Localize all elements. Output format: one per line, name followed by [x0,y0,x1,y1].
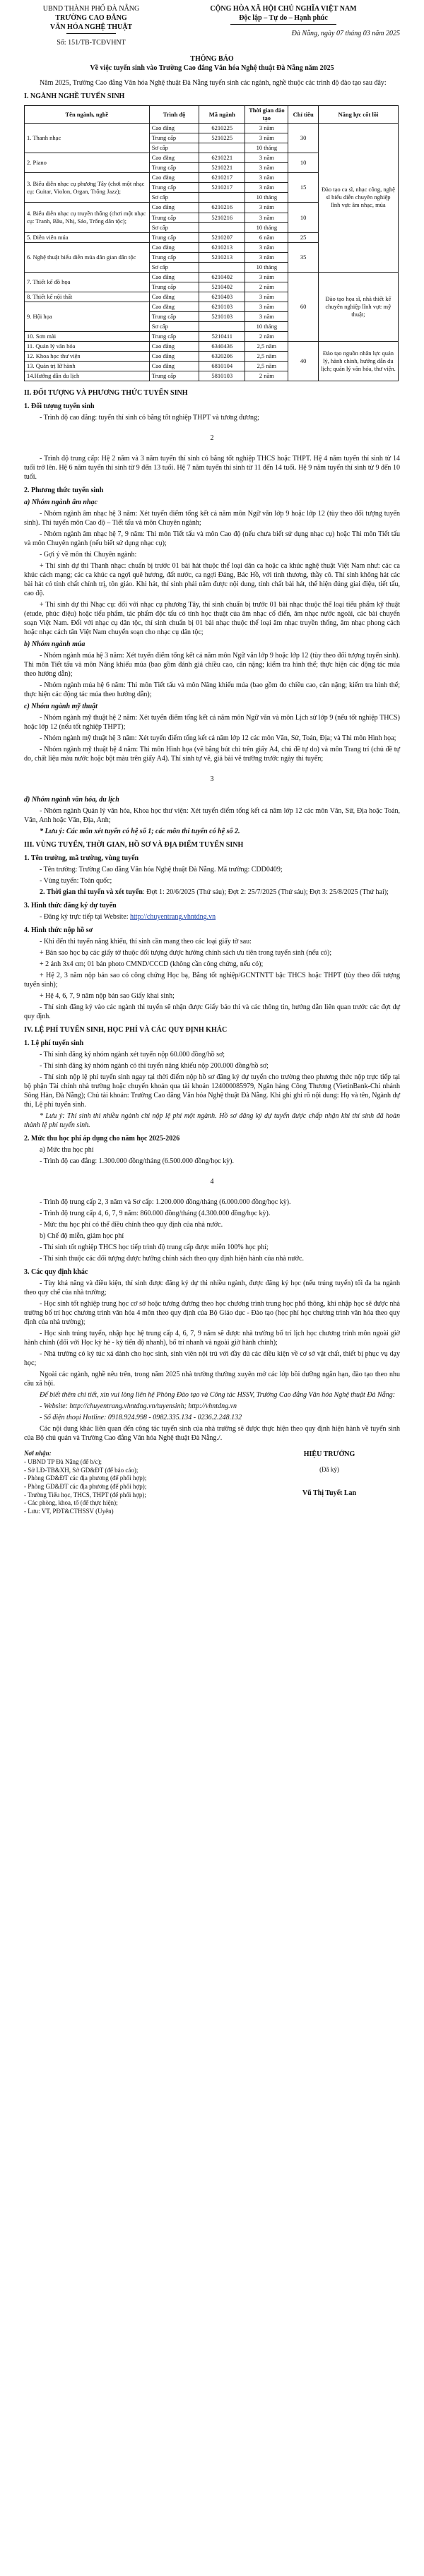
quota-cell: 10 [288,153,318,173]
level-cell: Cao đẳng [149,272,199,282]
col-header: Trình độ [149,106,199,124]
paragraph: - Thí sinh đăng ký nhóm ngành xét tuyển nộp 60.000 đồng/hồ sơ; [40,1051,225,1059]
paragraph: - Trình độ trung cấp 4, 6, 7, 9 năm: 860.000 đồng/tháng (4.300.000 đồng/học kỳ). [40,1210,271,1218]
program-name: 9. Hội họa [25,302,150,331]
level-cell: Cao đẳng [149,342,199,352]
national-block [167,4,400,47]
code-cell: 6210402 [199,272,245,282]
registration-link[interactable]: http://chuyentrang.vhntdng.vn [130,913,216,922]
code-cell: 5210103 [199,311,245,321]
paragraph: b) Chế độ miễn, giảm học phí [40,1232,124,1241]
paragraph: + 2 ảnh 3x4 cm; 01 bản photo CMND/CCCD (không cần công chứng, nếu có); [40,960,264,969]
code-cell: 5210402 [199,282,245,292]
quota-cell: 30 [288,124,318,153]
recipient-item: - Các phòng, khoa, tổ (để thực hiện); [24,1499,118,1507]
paragraph: - Vùng tuyển: Toàn quốc; [40,877,112,886]
code-cell: 6210217 [199,173,245,183]
org-name-line1: TRƯỜNG CAO ĐẲNG [55,14,127,22]
duration-cell: 3 năm [245,133,288,143]
level-cell: Trung cấp [149,371,199,381]
code-cell [199,262,245,272]
paragraph: - Nhóm ngành mỹ thuật hệ 2 năm: Xét tuyển điểm tổng kết cả năm môn Ngữ văn và môn Lịch sử lớp 9 (nếu tốt nghiệp THCS) hoặc lớp 12 (nếu tốt nghiệp THPT); [24,714,400,732]
org-name-line2: VĂN HÓA NGHỆ THUẬT [49,23,133,31]
paragraph: + Thí sinh dự thi Nhạc cụ: đối với nhạc cụ phương Tây, thí sinh chuẩn bị trước 01 bài nhạc thuộc thể loại tiểu phẩm kỹ thuật (etude, phúc điệu) hoặc tiểu phẩm, tác phẩm độc tấu có tính học thuật của âm nhạc cổ điển, âm nhạc nước ngoài, các bài chuyển soạn Việt Nam. Đối với nhạc cụ dân tộc, thí sinh chuẩn bị 01 bài nhạc thuộc thể loại âm nhạc truyền thống, âm nhạc phong cách hoặc nhạc cách tân Việt Nam chuyển soạn cho nhạc cụ dân tộc; [24,601,400,637]
registration-text: - Đăng ký trực tiếp tại Website: [40,913,131,922]
title-subject: Về việc tuyển sinh vào Trường Cao đẳng Văn hóa Nghệ thuật Đà Nẵng năm 2025 [90,64,334,72]
paragraph: - Nhóm ngành mỹ thuật hệ 4 năm: Thi môn Hình họa (vẽ bằng bút chì trên giấy A4, chủ đề tự do) và môn Trang trí (chủ đề tự do, chất liệu màu nước hoặc bột màu trên giấy A4). Thí sinh tự vẽ, giá bài vẽ trường trước ngày thi tuyển; [24,746,400,763]
paragraph: - Nhóm ngành múa hệ 6 năm: Thi môn Tiết tấu và môn Năng khiếu múa (bao gồm đo chiều cao, cân nặng; kiểm tra hình thể; thực hiện các động tác múa theo hướng dẫn); [24,681,400,699]
col-header: Năng lực cốt lõi [318,106,398,124]
level-cell: Cao đẳng [149,173,199,183]
program-name: 3. Biểu diễn nhạc cụ phương Tây (chơi một nhạc cụ: Guitar, Violon, Organ, Trống Jazz); [25,173,150,203]
section-3-title: III. VÙNG TUYỂN, THỜI GIAN, HỒ SƠ VÀ ĐỊA ĐIỂM TUYỂN SINH [24,841,244,849]
country-name: CỘNG HÒA XÃ HỘI CHỦ NGHĨA VIỆT NAM [210,5,357,13]
code-cell [199,143,245,153]
org-underline [66,33,116,34]
paragraph: - Thí sinh đăng ký vào các ngành thi tuyển sẽ nhận được Giấy báo thi và các thông tin, hướng dẫn liên quan trước các đợt dự quy định. [24,1003,400,1021]
level-cell: Cao đẳng [149,153,199,163]
level-cell: Cao đẳng [149,124,199,133]
duration-cell: 2 năm [245,332,288,342]
col-header: Thời gian đào tạo [245,106,288,124]
section-2-title: II. ĐỐI TƯỢNG VÀ PHƯƠNG THỨC TUYỂN SINH [24,389,188,398]
duration-cell: 3 năm [245,242,288,252]
level-cell: Trung cấp [149,332,199,342]
paragraph: - Trình độ cao đẳng: 1.300.000 đồng/tháng (6.500.000 đồng/học kỳ). [40,1157,234,1166]
recipient-item: - Lưu: VT, PĐT&CTHSSV (Uyên) [24,1508,114,1515]
program-name: 12. Khoa học thư viện [25,352,150,362]
code-cell: 5210217 [199,183,245,193]
duration-cell: 3 năm [245,183,288,193]
code-cell: 6810104 [199,362,245,371]
programs-table [24,105,399,381]
level-cell: Trung cấp [149,133,199,143]
programs-table-body [25,124,399,381]
quota-cell: 25 [288,232,318,242]
subheading-dance: b) Nhóm ngành múa [24,640,86,649]
program-name: 11. Quản lý văn hóa [25,342,150,352]
duration-cell: 3 năm [245,272,288,282]
signature-note: (Đã ký) [319,1466,339,1474]
duration-cell: 3 năm [245,153,288,163]
paragraph: - Tên trường: Trường Cao đẳng Văn hóa Nghệ thuật Đà Nẵng. Mã trường: CDD0409; [40,866,283,874]
duration-cell: 3 năm [245,252,288,262]
level-cell: Sơ cấp [149,262,199,272]
page-number: 2 [210,434,214,443]
code-cell: 6210216 [199,203,245,213]
paragraph: - Trình độ trung cấp 2, 3 năm và Sơ cấp: 1.200.000 đồng/tháng (6.000.000 đồng/học kỳ). [40,1198,291,1207]
program-name: 2. Piano [25,153,150,173]
table-header-row [25,106,399,124]
signer-name: Vũ Thị Tuyết Lan [302,1489,357,1498]
document-header [24,4,400,47]
program-name: 1. Thanh nhạc [25,124,150,153]
paragraph: - Trình độ cao đẳng: tuyển thí sinh có bằng tốt nghiệp THPT và tương đương; [40,414,259,422]
s4-heading-2: 2. Mức thu học phí áp dụng cho năm học 2025-2026 [24,1135,180,1143]
program-name: 5. Diễn viên múa [25,232,150,242]
signer-block [259,1450,400,1516]
issuer-block [24,4,158,47]
core-competency-cell: Đào tạo họa sĩ, nhà thiết kế chuyên nghiệp lĩnh vực mỹ thuật; [318,272,398,341]
duration-cell: 3 năm [245,173,288,183]
paragraph: - Mức thu học phí có thể điều chỉnh theo quy định của nhà nước. [40,1221,223,1229]
code-cell: 6210225 [199,124,245,133]
paragraph: - Trình độ trung cấp: Hệ 2 năm và 3 năm tuyển thí sinh có bằng tốt nghiệp THCS hoặc THPT. Hệ 4 năm tuyển thí sinh từ 14 tuổi trở lên. Hệ 6 năm tuyển thí sinh từ 9 đến 13 tuổi. Hệ 7 năm tuyển thí sinh từ 11 đến 14 tuổi. Hệ 9 năm tuyển thí sinh từ 9 đến 10 tuổi. [24,455,400,482]
program-name: 4. Biểu diễn nhạc cụ truyền thống (chơi một nhạc cụ: Tranh, Bầu, Nhị, Sáo, Trống dân tộc); [25,203,150,232]
code-cell: 6210103 [199,302,245,311]
duration-cell: 3 năm [245,292,288,302]
quota-cell: 15 [288,173,318,203]
level-cell: Cao đẳng [149,352,199,362]
quota-cell: 35 [288,242,318,272]
paragraph: + Bản sao học bạ các giấy tờ thuộc đối tượng được hưởng chính sách ưu tiên trong tuyển sinh (nếu có); [40,949,332,958]
recipient-item: - Sở LĐ-TB&XH, Sở GD&ĐT (để báo cáo); [24,1466,139,1474]
exam-dates-paragraph [24,888,400,897]
col-header: Mã ngành [199,106,245,124]
motto-underline [230,24,336,25]
exam-dates: : Đợt 1: 20/6/2025 (Thứ sáu); Đợt 2: 25/7/2025 (Thứ sáu); Đợt 3: 25/8/2025 (Thứ hai); [142,888,389,897]
code-cell: 6210213 [199,242,245,252]
paragraph: - Thí sinh tốt nghiệp THCS học tiếp trình độ trung cấp được miễn 100% học phí; [40,1244,269,1252]
subheading-culture-tourism: d) Nhóm ngành văn hóa, du lịch [24,796,119,804]
recipients-title: Nơi nhận: [24,1450,52,1457]
program-name: 6. Nghệ thuật biểu diễn múa dân gian dân tộc [25,242,150,272]
paragraph: - Học sinh tốt nghiệp trung học cơ sở hoặc tương đương theo học chương trình trung học phổ thông, khi nhập học sẽ được nhà trường bố trí học chương trình văn hóa 4 môn theo quy định của Bộ Giáo dục - Đào tạo (học phí học chương trình văn hóa theo quy định của nhà trường); [24,1300,400,1327]
duration-cell: 10 tháng [245,193,288,203]
duration-cell: 3 năm [245,213,288,222]
code-cell: 5210213 [199,252,245,262]
code-cell: 5810103 [199,371,245,381]
level-cell: Sơ cấp [149,222,199,232]
level-cell: Cao đẳng [149,302,199,311]
paragraph: + Thí sinh dự thi Thanh nhạc: chuẩn bị trước 01 bài hát thuộc thể loại dân ca hoặc ca khúc nghệ thuật Việt Nam như: các ca khúc cách mạng; các ca khúc ca ngợi quê hương, đất nước, ca ngợi Đảng, Bác Hồ, với tình thương, thầy cô. Thí sinh không hát các bài hát có tính chất chính trị, tôn giáo. Khi hát, thí sinh phải nắm được nội dung, tính chất bài hát, thể hiện đúng giai điệu, tiết tấu, cao độ. [24,562,400,598]
paragraph: - Nhóm ngành âm nhạc hệ 3 năm: Xét tuyển điểm tổng kết cả năm môn Ngữ văn lớp 9 hoặc lớp 12 (tùy theo đối tượng tuyển sinh). Thi tuyển môn Cao độ – Tiết tấu và môn Chuyên ngành; [24,510,400,527]
code-cell: 6320206 [199,352,245,362]
level-cell: Trung cấp [149,311,199,321]
code-cell: 5210216 [199,213,245,222]
contact-intro: Để biết thêm chi tiết, xin vui lòng liên hệ Phòng Đào tạo và Công tác HSSV, Trường Cao đẳng Văn hóa Nghệ thuật Đà Nẵng: [40,1391,396,1400]
level-cell: Cao đẳng [149,203,199,213]
duration-cell: 3 năm [245,302,288,311]
code-cell: 5210207 [199,232,245,242]
paragraph: - Nhóm ngành âm nhạc hệ 7, 9 năm: Thi môn Tiết tấu và môn Cao độ (nếu chưa biết sử dụng nhạc cụ) hoặc Thi môn Tiết tấu và môn Chuyên ngành (nếu biết sử dụng nhạc cụ); [24,530,400,548]
paragraph: a) Mức thu học phí [40,1146,94,1155]
paragraph: - Thí sinh thuộc các đối tượng được hưởng chính sách theo quy định hiện hành của nhà nước. [40,1255,304,1263]
place-date: Đà Nẵng, ngày 07 tháng 03 năm 2025 [291,30,400,37]
paragraph: - Khi đến thi tuyển năng khiếu, thí sinh cần mang theo các loại giấy tờ sau: [40,938,252,946]
recipient-item: - Phòng GD&ĐT các địa phương (để phối hợp); [24,1483,147,1491]
recipient-item: - Trường Tiểu học, THCS, THPT (để phối hợp); [24,1491,146,1498]
paragraph: - Gợi ý về môn thi Chuyên ngành: [40,551,137,559]
program-name: 8. Thiết kế nội thất [25,292,150,302]
level-cell: Trung cấp [149,282,199,292]
section-1-title: I. NGÀNH NGHỀ TUYỂN SINH [24,93,125,100]
duration-cell: 2,5 năm [245,352,288,362]
duration-cell: 3 năm [245,311,288,321]
level-cell: Trung cấp [149,183,199,193]
s4-heading-1: 1. Lệ phí tuyển sinh [24,1039,84,1048]
code-cell [199,322,245,332]
paragraph: - Nhóm ngành mỹ thuật hệ 3 năm: Xét tuyển điểm tổng kết cả năm lớp 12 các môn Văn, Sử, Toán, Địa; và Thi môn Hình họa; [40,734,396,743]
s2-heading-1: 1. Đối tượng tuyển sinh [24,402,95,411]
paragraph: + Hệ 4, 6, 7, 9 năm nộp bản sao Giấy khai sinh; [40,992,175,1001]
table-row [25,342,399,352]
subheading-music: a) Nhóm ngành âm nhạc [24,499,98,507]
duration-cell: 10 tháng [245,222,288,232]
duration-cell: 10 tháng [245,143,288,153]
level-cell: Trung cấp [149,213,199,222]
level-cell: Sơ cấp [149,143,199,153]
program-name: 14.Hướng dẫn du lịch [25,371,150,381]
document-title [24,54,400,73]
paragraph: - Tùy khả năng và điều kiện, thí sinh được đăng ký dự thi nhiều ngành, được đăng ký học (nếu trúng tuyển) tối đa ba ngành theo quy chế của nhà trường; [24,1280,400,1297]
code-cell [199,193,245,203]
registration-paragraph [24,912,400,922]
duration-cell: 3 năm [245,163,288,173]
code-cell: 6340436 [199,342,245,352]
s3-heading-2: 2. Thời gian thi tuyển và xét tuyển [40,888,143,897]
paragraph: - Nhóm ngành múa hệ 3 năm: Xét tuyển điểm tổng kết cả năm môn Ngữ văn lớp 9 hoặc lớp 12 (tùy theo đối tượng tuyển sinh). Thi môn Tiết tấu và môn Năng khiếu múa (bao gồm đánh giá chiều cao, cân nặng; kiểm tra hình thể; thực hiện các động tác múa theo hướng dẫn); [24,652,400,679]
page-number: 4 [210,1178,214,1186]
level-cell: Trung cấp [149,232,199,242]
level-cell: Cao đẳng [149,362,199,371]
level-cell: Trung cấp [149,163,199,173]
s3-heading-1: 1. Tên trường, mã trường, vùng tuyển [24,854,139,863]
program-name: 13. Quản trị lữ hành [25,362,150,371]
code-cell: 6210403 [199,292,245,302]
code-cell: 5210411 [199,332,245,342]
duration-cell: 2,5 năm [245,342,288,352]
paragraph: - Nhóm ngành Quản lý văn hóa, Khoa học thư viện: Xét tuyển điểm tổng kết cả năm lớp 12 các môn Văn, Sử, Địa hoặc Toán, Văn, Anh hoặc Văn, Địa, Anh; [24,807,400,825]
hotline-line: - Số điện thoại Hotline: 0918.924.998 - 0982.335.134 - 0236.2.248.132 [40,1414,242,1422]
code-cell: 6210221 [199,153,245,163]
duration-cell: 2,5 năm [245,362,288,371]
subheading-fine-arts: c) Nhóm ngành mỹ thuật [24,703,98,711]
s3-heading-3: 3. Hình thức đăng ký dự tuyển [24,902,117,910]
core-competency-cell: Đào tạo ca sĩ, nhạc công, nghệ sĩ biểu diễn chuyên nghiệp lĩnh vực âm nhạc, múa [318,124,398,273]
note: * Lưu ý: Các môn xét tuyển có hệ số 1; các môn thi tuyển có hệ số 2. [40,828,240,836]
duration-cell: 2 năm [245,282,288,292]
duration-cell: 3 năm [245,124,288,133]
paragraph: - Học sinh trúng tuyển, nhập học hệ trung cấp 4, 6, 7, 9 năm sẽ được nhà trường bố trí lịch học chương trình môn ngoài giờ hành chính (đối với Học kỳ hè - kỳ tiến độ nhanh), bố trí nhanh và ngoài giờ hành chính); [24,1330,400,1347]
duration-cell: 10 tháng [245,322,288,332]
page-number: 3 [210,775,214,784]
quota-cell: 60 [288,272,318,341]
duration-cell: 3 năm [245,203,288,213]
level-cell: Cao đẳng [149,242,199,252]
recipient-item: - UBND TP Đà Nẵng (để b/c); [24,1458,102,1465]
paragraph: + Hệ 2, 3 năm nộp bản sao có công chứng Học bạ, Bằng tốt nghiệp/GCNTNTT bậc THCS hoặc THPT (tùy theo đối tượng tuyển sinh); [24,972,400,989]
motto: Độc lập – Tự do – Hạnh phúc [239,14,328,22]
section-4-title: IV. LỆ PHÍ TUYỂN SINH, HỌC PHÍ VÀ CÁC QUY ĐỊNH KHÁC [24,1026,228,1034]
title-kind: THÔNG BÁO [190,55,234,63]
level-cell: Trung cấp [149,252,199,262]
s4-heading-3: 3. Các quy định khác [24,1268,88,1277]
table-row [25,272,399,282]
level-cell: Cao đẳng [149,292,199,302]
note: * Lưu ý: Thí sinh thi nhiều ngành chỉ nộp lệ phí một ngành. Hồ sơ đăng ký dự tuyển được chấp nhận khi thí sinh đã hoàn thành lệ phí tuyển sinh. [24,1112,400,1130]
table-row [25,124,399,133]
paragraph: Các nội dung khác liên quan đến công tác tuyển sinh của nhà trường sẽ được thực hiện theo quy định hiện hành về tuyển sinh của Bộ chủ quản và Trường Cao đẳng Văn hóa Nghệ thuật Đà Nẵng./. [24,1425,400,1443]
org-parent: UBND THÀNH PHỐ ĐÀ NẴNG [42,5,140,13]
website-line[interactable]: - Website: http://chuyentrang.vhntdng.vn/tuyensinh; http://vhntdng.vn [40,1402,237,1411]
paragraph: Ngoài các ngành, nghề nêu trên, trong năm 2025 nhà trường thường xuyên mở các lớp bồi dưỡng ngắn hạn, đào tạo theo nhu cầu xã hội. [24,1371,400,1388]
duration-cell: 2 năm [245,371,288,381]
quota-cell: 40 [288,342,318,381]
program-name: 7. Thiết kế đồ họa [25,272,150,292]
duration-cell: 10 tháng [245,262,288,272]
s2-heading-2: 2. Phương thức tuyển sinh [24,487,104,495]
core-competency-cell: Đào tạo nguồn nhân lực quản lý, hành chính, hướng dẫn du lịch; quản lý văn hóa, thư viện. [318,342,398,381]
code-cell [199,222,245,232]
quota-cell: 10 [288,203,318,232]
level-cell: Sơ cấp [149,322,199,332]
s3-heading-4: 4. Hình thức nộp hồ sơ [24,926,93,935]
signer-title: HIỆU TRƯỞNG [303,1450,355,1459]
intro-paragraph: Năm 2025, Trường Cao đẳng Văn hóa Nghệ thuật Đà Nẵng tuyển sinh các ngành, nghề thuộc các trình độ đào tạo sau đây: [40,79,387,87]
code-cell: 5210225 [199,133,245,143]
recipient-item: - Phòng GD&ĐT các địa phương (để phối hợp); [24,1474,147,1482]
recipients-block [24,1450,208,1516]
signature-area [24,1450,400,1516]
col-header: Chỉ tiêu [288,106,318,124]
code-cell: 5210221 [199,163,245,173]
col-header: Tên ngành, nghề [25,106,150,124]
program-name: 10. Sơn mài [25,332,150,342]
paragraph: - Thí sinh nộp lệ phí tuyển sinh ngay tại thời điểm nộp hồ sơ đăng ký dự tuyển cho trường theo phương thức nộp trực tiếp tại bộ phận Tài chính nhà trường hoặc chuyển khoản qua tài khoản 124000085979, Ngân hàng Công Thương (VietinBank-Chi nhánh Sông Hàn, Đà Nẵng); Chủ tài khoản: Trường Cao đẳng Văn hóa Nghệ thuật Đà Nẵng. Khi ghi ghi rõ nội dung: Họ và tên, Ngành dự thi, Lệ phí tuyển sinh. [24,1073,400,1109]
paragraph: - Nhà trường có ký túc xá dành cho học sinh, sinh viên nội trú với đầy đủ các điều kiện về cơ sở vật chất, thiết bị phục vụ dạy học; [24,1350,400,1368]
level-cell: Sơ cấp [149,193,199,203]
paragraph: - Thí sinh đăng ký nhóm ngành có thi tuyển năng khiếu nộp 200.000 đồng/hồ sơ; [40,1062,269,1071]
doc-number: Số: 151/TB-TCĐVHNT [57,39,126,47]
duration-cell: 6 năm [245,232,288,242]
